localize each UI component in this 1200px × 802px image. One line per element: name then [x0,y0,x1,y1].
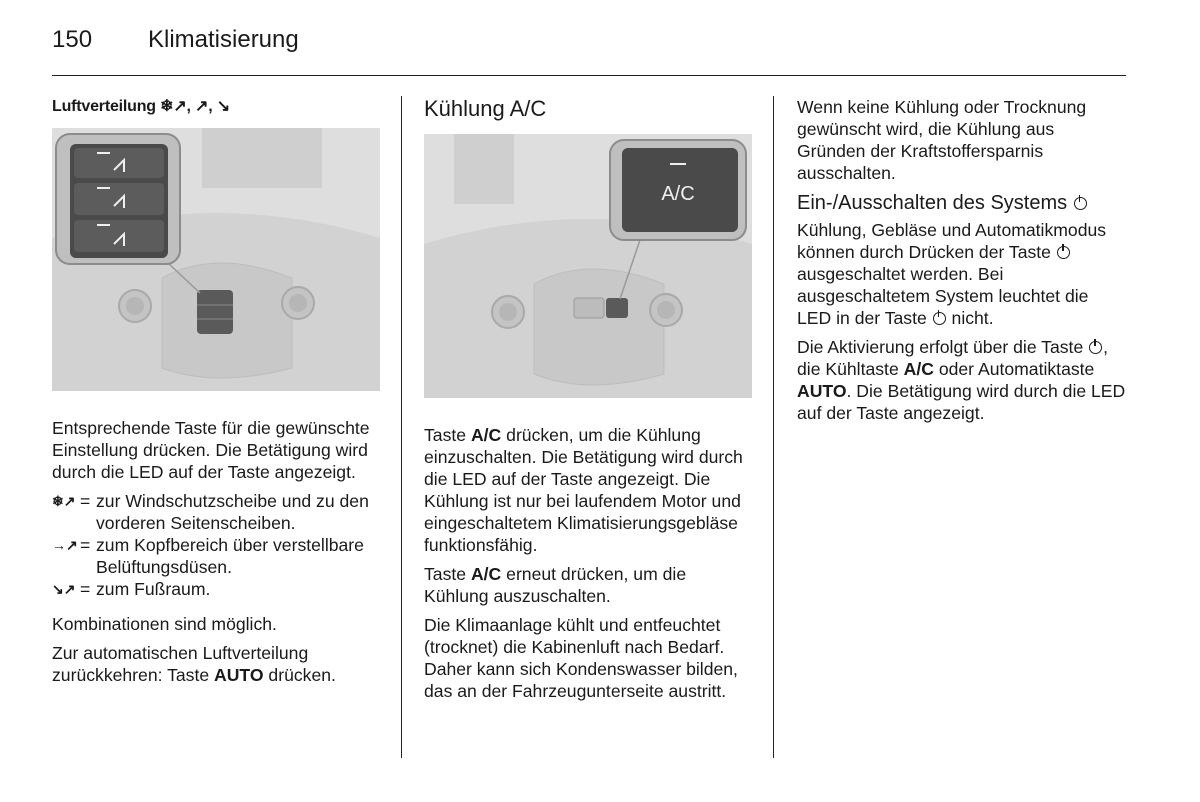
header-rule [52,75,1126,76]
heading-text: Ein-/Ausschalten des Systems [797,192,1068,214]
heading-text: Luftverteilung [52,98,156,115]
ac-key-label: A/C [661,183,695,205]
chapter-title: Klimatisierung [148,26,299,53]
text-run: Taste [424,564,471,584]
power-icon [1057,246,1070,259]
col1-paragraph-2: Kombinationen sind möglich. [52,614,277,634]
ac-key-label-inline: A/C [903,359,934,379]
text-run: , die Kühltaste [797,337,1109,379]
equals-sign: = [80,535,91,555]
text-run: nicht. [946,308,994,328]
ac-button-figure [424,134,752,398]
col1-paragraph-3 [52,642,380,686]
text-run: Die Aktivierung erfolgt über die Taste [797,337,1089,357]
definition-row [52,490,380,534]
col3-paragraph-3 [797,336,1127,424]
auto-key-label: AUTO [214,665,264,685]
column-divider-2 [773,96,774,758]
text-run: drücken, um die Kühlung einzuschalten. Die Betätigung wird durch die LED auf der Taste angezeigt. Die Kühlung ist nur bei laufendem Motor und eingeschaltetem Klimatisierungsgebläse funktionsfähig. [424,425,743,555]
symbol-definitions [52,490,380,600]
col2-paragraph-1 [424,424,752,556]
definition-text: zur Windschutzscheibe und zu den vorderen Seitenscheiben. [96,491,369,533]
col3-paragraph-1: Wenn keine Kühlung oder Trocknung gewünscht wird, die Kühlung aus Gründen der Kraftstoffersparnis ausschalten. [797,97,1087,183]
col3-paragraph-2 [797,219,1127,329]
page-header [52,26,299,54]
text-run: Zur automatischen Luftverteilung zurückkehren: Taste [52,643,309,685]
text-run: Kühlung, Gebläse und Automatikmodus können durch Drücken der Taste [797,220,1107,262]
equals-sign: = [80,491,91,511]
definition-row [52,578,380,600]
text-run: oder Automatiktaste [933,359,1095,379]
section-heading-system [797,191,1127,215]
power-icon [933,312,946,325]
column-divider-1 [401,96,402,758]
definition-text: zum Fußraum. [96,579,211,599]
definition-row [52,534,380,578]
auto-key-label: AUTO [797,381,847,401]
column-3 [797,96,1127,431]
col2-paragraph-3: Die Klimaanlage kühlt und entfeuchtet (trocknet) die Kabinenluft nach Bedarf. Daher kann sich Kondenswasser bilden, das an der Fahrzeugunterseite austritt. [424,615,738,701]
column-2 [424,96,752,709]
column-1 [52,96,380,693]
ac-key-label-inline: A/C [470,564,502,584]
text-run: ausgeschaltet werden. Bei ausgeschaltetem System leuchtet die LED in der Taste [797,264,1089,328]
text-run: . Die Betätigung wird durch die LED auf der Taste angezeigt. [797,381,1126,423]
windscreen-air-icon: ❄↗ [52,493,76,509]
air-distribution-figure [52,128,380,391]
equals-sign: = [80,579,91,599]
power-icon [1074,197,1087,210]
text-run: erneut drücken, um die Kühlung auszuschalten. [424,564,687,606]
col1-paragraph-1: Entsprechende Taste für die gewünschte Einstellung drücken. Die Betätigung wird durch die LED auf der Taste angezeigt. [52,418,370,482]
head-air-icon: →↗ [52,537,78,553]
text-run: drücken. [263,665,336,685]
air-distribution-icons: ❄↗, ↗, ↘ [160,98,230,115]
section-heading-kuehlung: Kühlung A/C [424,96,547,121]
page-number: 150 [52,26,93,53]
definition-text: zum Kopfbereich über verstellbare Belüftungsdüsen. [96,535,364,577]
col2-paragraph-2 [424,563,752,607]
section-heading-luftverteilung [52,96,380,118]
footwell-air-icon: ↘↗ [52,581,76,597]
power-icon [1089,341,1102,354]
text-run: Taste [424,425,471,445]
ac-key-label-inline: A/C [470,425,502,445]
